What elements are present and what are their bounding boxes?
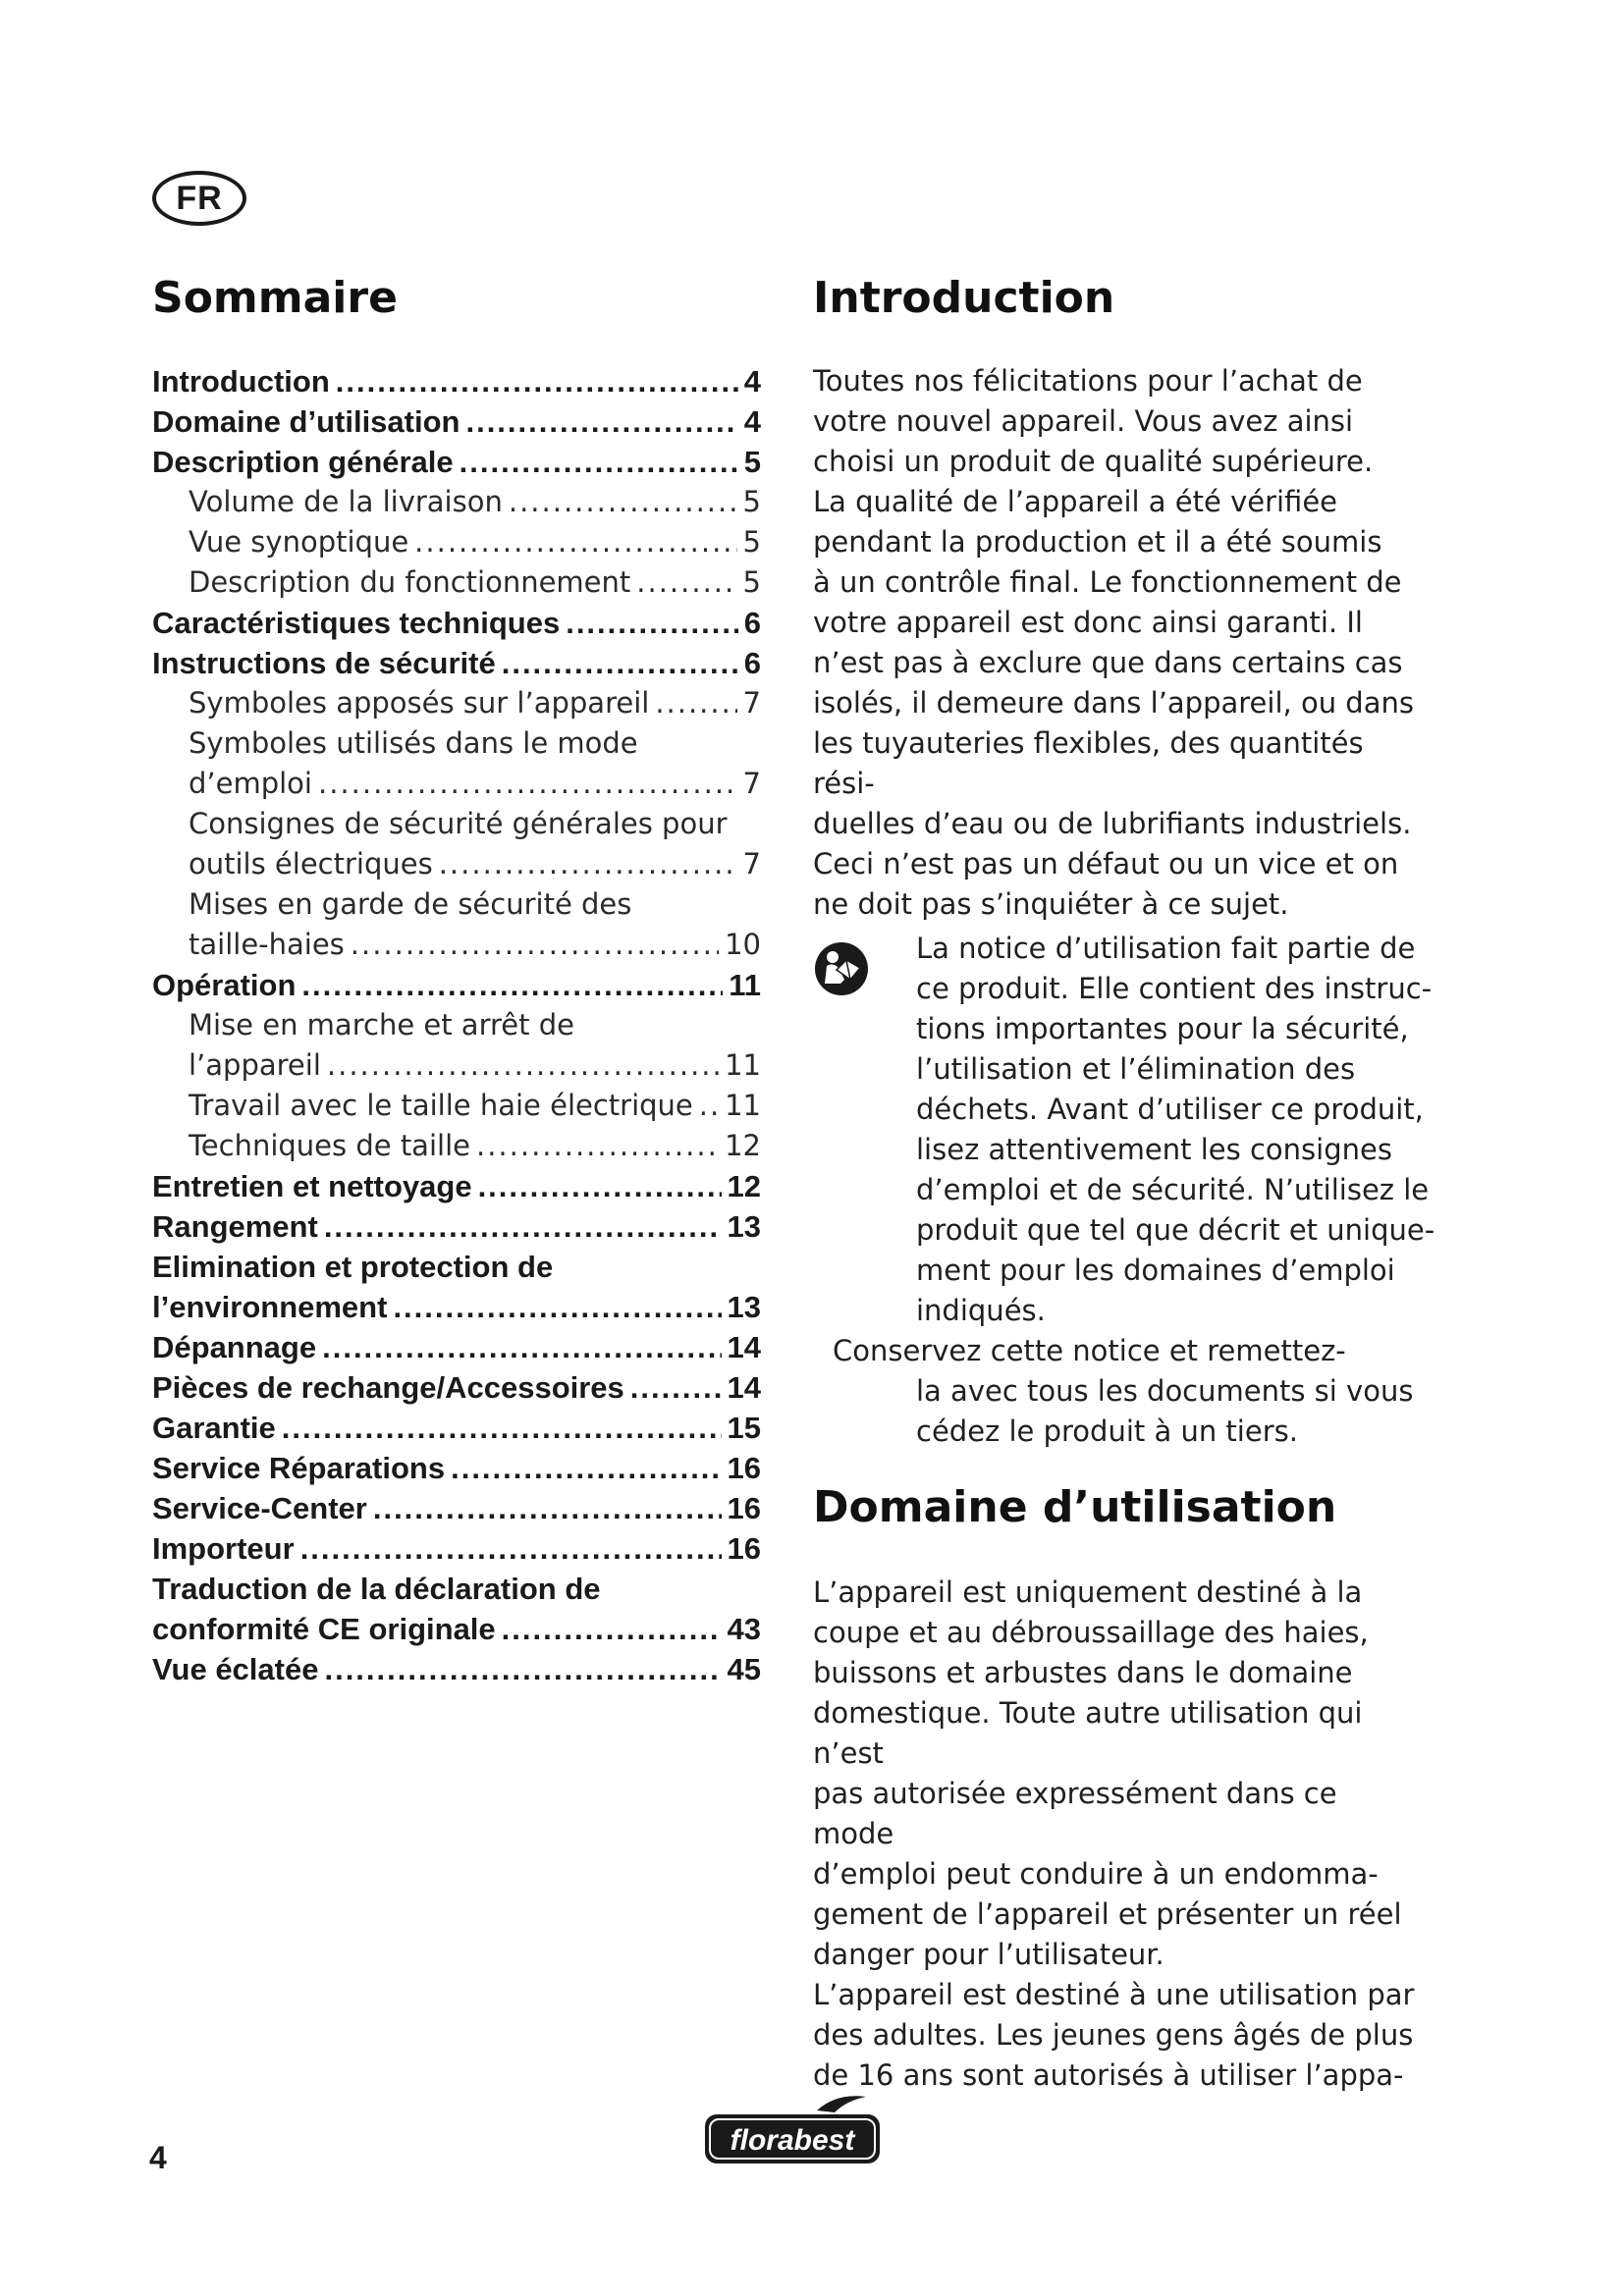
introduction-line: Ceci n’est pas un défaut ou un vice et on [813, 847, 1399, 881]
toc-leader [324, 1649, 721, 1689]
toc-leader [476, 1126, 719, 1166]
toc-entry-label[interactable]: Traduction de la déclaration de [152, 1572, 601, 1606]
toc-entry-label: Volume de la livraison [189, 485, 503, 518]
toc-entry-label: Caractéristiques techniques [152, 606, 561, 640]
notice-line: déchets. Avant d’utiliser ce produit, [916, 1093, 1424, 1126]
toc-entry-label: Pièces de rechange/Accessoires [152, 1370, 624, 1405]
toc-entry-cont: conformité CE originale [152, 1612, 496, 1646]
toc-entry[interactable] [152, 1166, 761, 1206]
domain-line: de 16 ans sont autorisés à utiliser l’appa- [813, 2058, 1404, 2092]
toc-leader [322, 1327, 721, 1367]
toc-page: 5 [743, 445, 761, 479]
introduction-line: votre appareil est donc ainsi garanti. Il [813, 606, 1363, 639]
toc-leader [336, 361, 738, 401]
toc-entry-cont: l’appareil [189, 1048, 321, 1082]
introduction-line: isolés, il demeure dans l’appareil, ou dans [813, 686, 1414, 720]
toc-entry-label: Techniques de taille [189, 1129, 470, 1162]
toc-leader [465, 401, 737, 442]
introduction-line: choisi un produit de qualité supérieure. [813, 445, 1374, 478]
toc-page: 15 [727, 1411, 761, 1445]
toc-page: 7 [742, 767, 761, 800]
toc-entry-label: Instructions de sécurité [152, 646, 496, 680]
domain-line: L’appareil est uniquement destiné à la [813, 1575, 1363, 1609]
toc-entry[interactable] [152, 925, 761, 965]
notice-line: indiqués. [916, 1294, 1046, 1327]
table-of-contents [152, 361, 761, 1689]
toc-entry-label: Garantie [152, 1411, 276, 1445]
toc-leader [351, 925, 719, 965]
notice-line: d’emploi et de sécurité. N’utilisez le [916, 1173, 1430, 1206]
domain-line: pas autorisée expressément dans ce mode [813, 1777, 1337, 1850]
toc-leader [327, 1045, 719, 1086]
toc-page: 7 [742, 686, 761, 720]
toc-leader [373, 1488, 722, 1528]
notice-line: lisez attentivement les consignes [916, 1133, 1392, 1166]
toc-leader [282, 1408, 722, 1448]
introduction-title: Introduction [813, 273, 1115, 323]
toc-entry[interactable] [152, 764, 761, 804]
introduction-body [813, 361, 1422, 925]
toc-leader [300, 1528, 722, 1569]
toc-leader [414, 522, 736, 562]
toc-entry-label: Travail avec le taille haie électrique [189, 1089, 693, 1122]
toc-leader [636, 562, 736, 603]
introduction-line: votre nouvel appareil. Vous avez ainsi [813, 404, 1354, 438]
toc-entry-label: Symboles apposés sur l’appareil [189, 686, 650, 720]
toc-entry-cont: outils électriques [189, 847, 433, 881]
notice-line: produit que tel que décrit et unique- [916, 1213, 1435, 1247]
toc-entry[interactable] [152, 1287, 761, 1327]
toc-page: 5 [742, 525, 761, 559]
toc-entry-label[interactable]: Consignes de sécurité générales pour [189, 807, 728, 840]
toc-leader [509, 482, 737, 522]
toc-entry[interactable] [152, 1045, 761, 1086]
toc-page: 12 [725, 1129, 761, 1162]
toc-entry-label: Domaine d’utilisation [152, 404, 460, 439]
notice-line: tions importantes pour la sécurité, [916, 1012, 1409, 1045]
domain-line: danger pour l’utilisateur. [813, 1938, 1164, 1971]
toc-entry-cont: d’emploi [189, 767, 312, 800]
toc-page: 6 [743, 606, 761, 640]
toc-page: 12 [727, 1169, 761, 1203]
toc-entry-label[interactable]: Mises en garde de sécurité des [189, 887, 632, 921]
toc-entry[interactable] [152, 1206, 761, 1247]
toc-leader [393, 1287, 721, 1327]
domain-line: d’emploi peut conduire à un endomma- [813, 1857, 1379, 1891]
toc-entry[interactable] [152, 562, 761, 603]
language-badge: FR [152, 171, 246, 226]
toc-entry-label: Service Réparations [152, 1451, 446, 1485]
toc-entry[interactable] [152, 1488, 761, 1528]
toc-page: 5 [742, 565, 761, 599]
logo-text: florabest [730, 2124, 855, 2157]
toc-leader [301, 965, 723, 1005]
toc-entry-label[interactable]: Mise en marche et arrêt de [189, 1008, 574, 1041]
toc-page: 11 [725, 1048, 761, 1082]
toc-entry-cont: taille-haies [189, 928, 345, 961]
toc-leader [655, 683, 736, 723]
toc-entry-label: Service-Center [152, 1491, 367, 1525]
notice-line: ment pour les domaines d’emploi [916, 1254, 1395, 1287]
toc-entry[interactable] [152, 683, 761, 723]
domain-line: domestique. Toute autre utilisation qui n’est [813, 1696, 1363, 1770]
toc-leader [478, 1166, 722, 1206]
toc-entry-cont: l’environnement [152, 1290, 388, 1324]
toc-page: 45 [727, 1652, 761, 1686]
toc-entry[interactable] [152, 844, 761, 884]
toc-entry[interactable] [152, 1528, 761, 1569]
introduction-line: duelles d’eau ou de lubrifiants industriels. [813, 807, 1412, 840]
toc-leader [630, 1367, 722, 1408]
toc-entry-label: Description générale [152, 445, 454, 479]
domain-line: L’appareil est destiné à une utilisation par [813, 1978, 1415, 2011]
toc-entry[interactable] [152, 1448, 761, 1488]
toc-entry[interactable] [152, 482, 761, 522]
domain-line: buissons et arbustes dans le domaine [813, 1656, 1353, 1689]
toc-entry-label: Entretien et nettoyage [152, 1169, 472, 1203]
toc-entry-label: Opération [152, 968, 297, 1002]
toc-page: 5 [742, 485, 761, 518]
toc-page: 6 [743, 646, 761, 680]
toc-page: 13 [727, 1209, 761, 1244]
notice-line: l’utilisation et l’élimination des [916, 1052, 1356, 1086]
toc-page: 43 [727, 1612, 761, 1646]
toc-entry-label: Dépannage [152, 1330, 317, 1364]
toc-entry[interactable] [152, 1609, 761, 1649]
toc-entry-label: Description du fonctionnement [189, 565, 631, 599]
toc-page: 4 [743, 404, 761, 439]
toc-entry-label[interactable]: Symboles utilisés dans le mode [189, 726, 638, 760]
keep-notice-line: cédez le produit à un tiers. [916, 1415, 1298, 1448]
notice-line: ce produit. Elle contient des instruc- [916, 972, 1433, 1005]
introduction-line: ne doit pas s’inquiéter à ce sujet. [813, 887, 1289, 921]
toc-entry[interactable] [152, 603, 761, 643]
keep-notice-line: Conservez cette notice et remettez- [833, 1334, 1346, 1367]
domain-line: gement de l’appareil et présenter un réel [813, 1897, 1402, 1931]
toc-entry[interactable] [152, 1086, 761, 1126]
toc-page: 14 [727, 1330, 761, 1364]
toc-page: 7 [742, 847, 761, 881]
toc-entry-label: Vue synoptique [189, 525, 409, 559]
toc-entry[interactable] [152, 401, 761, 442]
toc-leader [318, 764, 737, 804]
read-manual-icon [813, 940, 870, 997]
toc-entry[interactable] [152, 1126, 761, 1166]
toc-entry[interactable] [152, 442, 761, 482]
toc-entry[interactable] [152, 1367, 761, 1408]
toc-entry[interactable] [152, 361, 761, 401]
toc-page: 16 [727, 1451, 761, 1485]
toc-page: 16 [727, 1491, 761, 1525]
toc-page: 4 [743, 364, 761, 399]
toc-leader [460, 442, 738, 482]
toc-page: 16 [727, 1531, 761, 1566]
introduction-line: n’est pas à exclure que dans certains cas [813, 646, 1403, 679]
domain-line: des adultes. Les jeunes gens âgés de plus [813, 2018, 1414, 2052]
toc-entry[interactable] [152, 643, 761, 683]
toc-entry-label[interactable]: Elimination et protection de [152, 1250, 554, 1284]
introduction-line: pendant la production et il a été soumis [813, 525, 1382, 559]
introduction-line: La qualité de l’appareil a été vérifiée [813, 485, 1338, 518]
introduction-line: les tuyauteries flexibles, des quantités rési- [813, 726, 1364, 800]
toc-entry-label: Rangement [152, 1209, 318, 1244]
florabest-logo [699, 2089, 886, 2171]
domain-body [813, 1573, 1422, 2096]
domain-line: coupe et au débroussaillage des haies, [813, 1616, 1369, 1649]
toc-entry[interactable] [152, 965, 761, 1005]
toc-entry[interactable] [152, 1649, 761, 1689]
introduction-line: à un contrôle final. Le fonctionnement de [813, 565, 1402, 599]
toc-entry[interactable] [152, 1327, 761, 1367]
toc-leader [502, 1609, 722, 1649]
toc-leader [699, 1086, 719, 1126]
toc-leader [502, 643, 738, 683]
toc-leader [324, 1206, 722, 1247]
manual-notice [813, 929, 1441, 1452]
toc-entry-label: Importeur [152, 1531, 295, 1566]
toc-page: 11 [729, 968, 761, 1002]
toc-leader [566, 603, 738, 643]
toc-page: 11 [725, 1089, 761, 1122]
keep-notice-line: la avec tous les documents si vous [916, 1374, 1414, 1408]
domain-title: Domaine d’utilisation [813, 1482, 1337, 1532]
toc-entry[interactable] [152, 1408, 761, 1448]
toc-leader [451, 1448, 721, 1488]
toc-entry-label: Introduction [152, 364, 330, 399]
toc-leader [439, 844, 737, 884]
toc-page: 10 [725, 928, 761, 961]
toc-entry-label: Vue éclatée [152, 1652, 319, 1686]
toc-entry[interactable] [152, 522, 761, 562]
page-number: 4 [149, 2140, 167, 2175]
toc-title: Sommaire [152, 273, 398, 323]
introduction-line: Toutes nos félicitations pour l’achat de [813, 364, 1363, 398]
notice-line: La notice d’utilisation fait partie de [916, 932, 1416, 965]
toc-page: 13 [727, 1290, 761, 1324]
toc-page: 14 [727, 1370, 761, 1405]
